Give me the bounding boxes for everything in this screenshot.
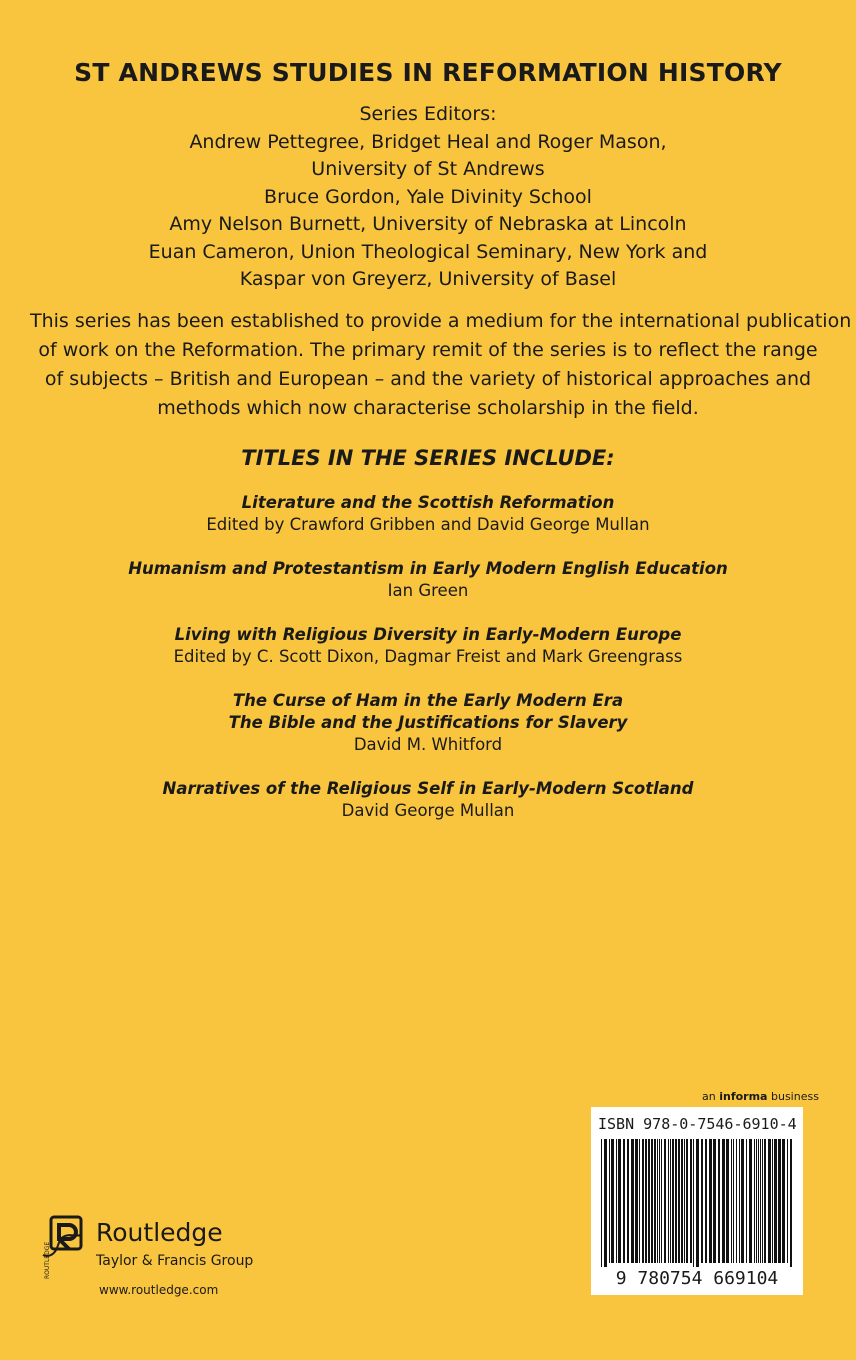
barcode-bar: [709, 1139, 712, 1263]
barcode-bar: [768, 1139, 771, 1263]
barcode-bar: [758, 1139, 759, 1263]
editors-line: Kaspar von Greyerz, University of Basel: [239, 268, 617, 290]
description-line: methods which now characterise scholarship in the field.: [157, 397, 699, 419]
barcode-bar: [690, 1139, 692, 1263]
barcode-bar: [790, 1139, 792, 1274]
book-entry: [0, 624, 856, 668]
barcode-bar: [661, 1139, 662, 1263]
series-title: ST ANDREWS STUDIES IN REFORMATION HISTORY: [74, 58, 782, 87]
barcode-bar: [601, 1139, 602, 1274]
ean-digits: 9 780754 669104: [595, 1267, 799, 1291]
publisher-group: Taylor & Francis Group: [96, 1253, 254, 1269]
informa-business-tagline: [702, 1090, 819, 1103]
barcode-bar: [681, 1139, 683, 1263]
book-entry: [0, 690, 856, 756]
book-list: [0, 492, 856, 844]
book-author: David George Mullan: [341, 801, 515, 820]
routledge-logo-icon: [41, 1215, 83, 1279]
editors-line: University of St Andrews: [311, 158, 545, 180]
barcode-bar: [762, 1139, 763, 1263]
barcode-bar: [760, 1139, 761, 1263]
book-title: Literature and the Scottish Reformation: [241, 493, 615, 512]
barcode-bar: [696, 1139, 699, 1274]
description-line: of subjects – British and European – and the variety of historical approaches and: [44, 368, 812, 390]
barcode-bar: [749, 1139, 752, 1263]
barcode-bar: [686, 1139, 688, 1263]
barcode-bar: [668, 1139, 669, 1263]
series-editors: [0, 101, 856, 294]
editors-line: Series Editors:: [359, 103, 497, 125]
barcode-bar: [642, 1139, 644, 1263]
book-author: Edited by Crawford Gribben and David George Mullan: [206, 515, 650, 534]
book-author: Edited by C. Scott Dixon, Dagmar Freist and Mark Greengrass: [173, 647, 683, 666]
barcode-bar: [772, 1139, 773, 1263]
barcode-bar: [782, 1139, 785, 1263]
barcode-bar: [609, 1139, 610, 1263]
barcode-bar: [657, 1139, 658, 1263]
description-line: of work on the Reformation. The primary remit of the series is to reflect the range: [38, 339, 818, 361]
barcode-bar: [746, 1139, 747, 1263]
barcode-bar: [733, 1139, 734, 1263]
book-author: David M. Whitford: [353, 735, 503, 754]
barcode-bar: [631, 1139, 634, 1263]
barcode-bar: [670, 1139, 671, 1263]
logo-letters: ROUTLEDGE: [44, 1241, 51, 1279]
informa-brand: informa: [719, 1090, 768, 1103]
barcode-bar: [736, 1139, 737, 1263]
barcode-bar: [645, 1139, 647, 1263]
barcode-bar: [648, 1139, 650, 1263]
barcode-bars: [601, 1139, 793, 1274]
barcode-bar: [713, 1139, 716, 1263]
editors-line: Euan Cameron, Union Theological Seminary, New York and: [148, 240, 708, 263]
isbn-barcode: [591, 1107, 803, 1295]
barcode-bar: [693, 1139, 694, 1274]
book-title: Narratives of the Religious Self in Early-Modern Scotland: [162, 779, 694, 798]
barcode-bar: [611, 1139, 614, 1263]
informa-prefix: an: [702, 1090, 716, 1103]
informa-suffix: business: [770, 1090, 819, 1103]
barcode-bar: [635, 1139, 638, 1263]
barcode-bar: [678, 1139, 680, 1263]
barcode-bar: [639, 1139, 640, 1263]
barcode-bar: [764, 1139, 766, 1263]
barcode-bar: [627, 1139, 629, 1263]
barcode-bar: [651, 1139, 653, 1263]
barcode-bar: [754, 1139, 755, 1263]
book-entry: [0, 558, 856, 602]
isbn-text: ISBN 978-0-7546-6910-4: [598, 1115, 797, 1133]
barcode-bar: [604, 1139, 607, 1274]
barcode-bar: [659, 1139, 660, 1263]
barcode-bar: [616, 1139, 617, 1263]
publisher-url[interactable]: www.routledge.com: [99, 1283, 219, 1297]
barcode-bar: [684, 1139, 685, 1263]
book-title: The Curse of Ham in the Early Modern Era: [232, 691, 624, 710]
book-subtitle: The Bible and the Justifications for Slavery: [228, 713, 628, 732]
barcode-bar: [722, 1139, 725, 1263]
barcode-bar: [654, 1139, 656, 1263]
barcode-bar: [739, 1139, 740, 1263]
book-entry: [0, 492, 856, 536]
barcode-bar: [718, 1139, 720, 1263]
barcode-bar: [756, 1139, 757, 1263]
barcode-bar: [623, 1139, 625, 1263]
barcode-bar: [705, 1139, 707, 1263]
barcode-bar: [672, 1139, 674, 1263]
barcode-bar: [741, 1139, 744, 1263]
barcode-bar: [778, 1139, 781, 1263]
titles-heading: TITLES IN THE SERIES INCLUDE:: [241, 446, 615, 470]
series-description: [30, 307, 852, 423]
barcode-bar: [675, 1139, 677, 1263]
barcode-bar: [664, 1139, 666, 1263]
book-entry: [0, 778, 856, 822]
barcode-bar: [731, 1139, 732, 1263]
barcode-bar: [774, 1139, 777, 1263]
editors-line: Bruce Gordon, Yale Divinity School: [264, 185, 592, 208]
barcode-bar: [701, 1139, 703, 1263]
editors-line: Amy Nelson Burnett, University of Nebraska at Lincoln: [169, 213, 687, 235]
barcode-bar: [787, 1139, 788, 1263]
barcode-bar: [618, 1139, 621, 1263]
description-line: This series has been established to provide a medium for the international publication: [30, 310, 852, 332]
book-title: Humanism and Protestantism in Early Modern English Education: [128, 559, 728, 578]
book-author: Ian Green: [387, 581, 469, 600]
editors-line: Andrew Pettegree, Bridget Heal and Roger Mason,: [189, 130, 667, 153]
book-title: Living with Religious Diversity in Early-Modern Europe: [174, 625, 682, 644]
publisher-name: Routledge: [96, 1218, 223, 1247]
barcode-bar: [726, 1139, 729, 1263]
